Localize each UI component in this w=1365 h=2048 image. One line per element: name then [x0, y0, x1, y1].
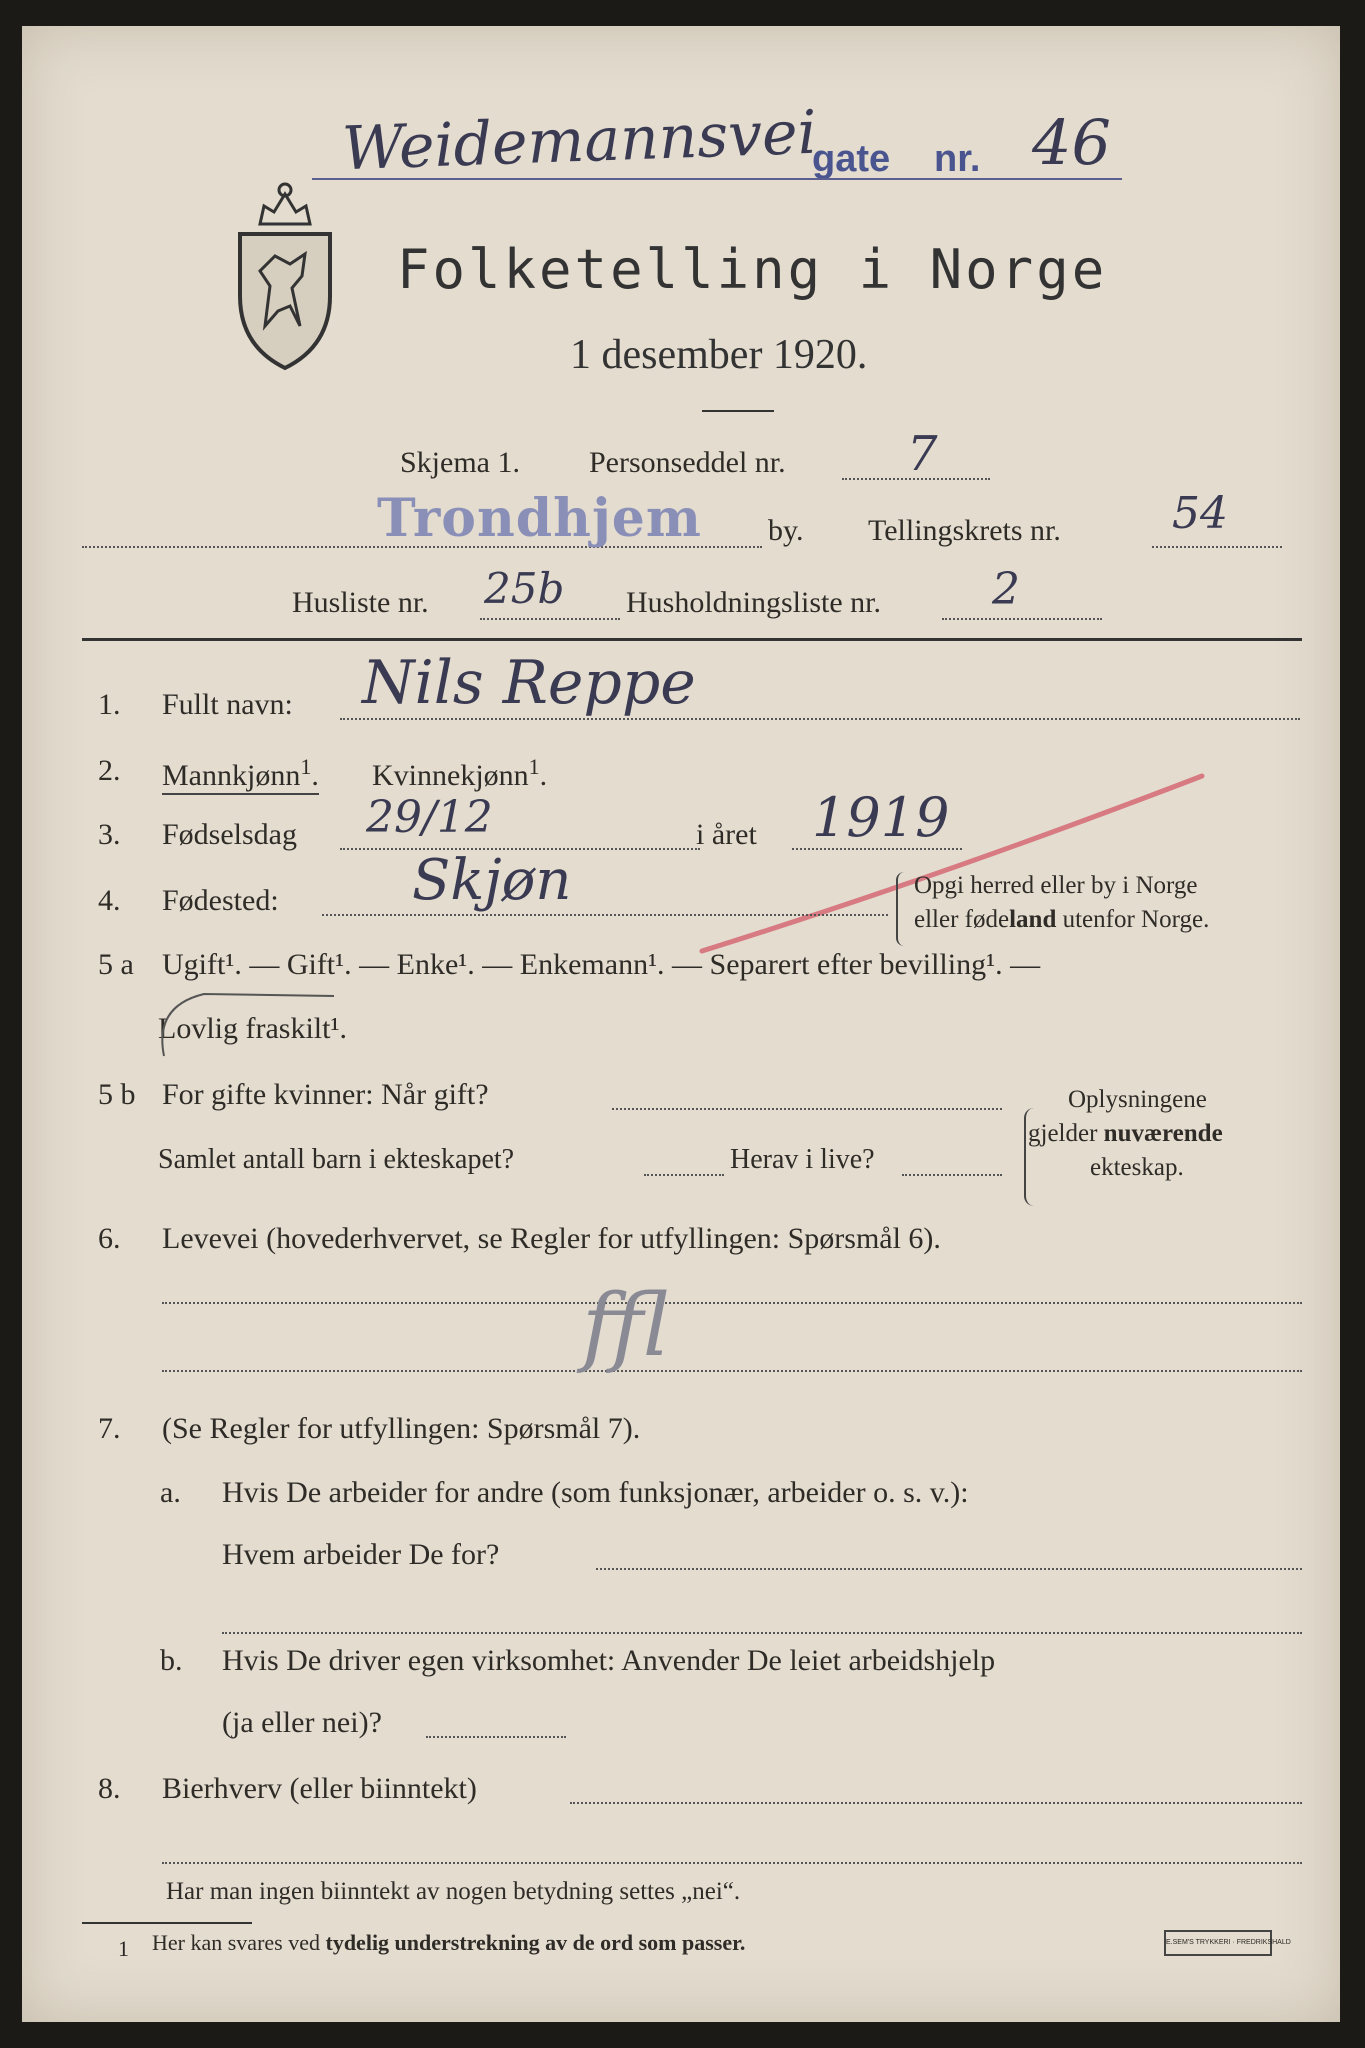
q5b-note-line2	[1028, 1120, 1223, 1148]
printer-mark	[1164, 1930, 1291, 1956]
footnote-divider	[82, 1922, 252, 1924]
tellingskrets-label: Tellingskrets nr.	[868, 514, 1061, 547]
gate-label: gate	[812, 138, 891, 180]
husliste-line	[480, 618, 620, 620]
q5a-number: 5 a	[98, 948, 134, 981]
q8-label: Bierhverv (eller biinntekt)	[162, 1772, 477, 1805]
q4-number: 4.	[98, 884, 121, 917]
q6-line2	[162, 1370, 1302, 1372]
husholdning-line	[942, 618, 1102, 620]
q1-line	[340, 718, 1300, 720]
q5b-alive-line	[902, 1174, 1002, 1176]
q5b-label-children: Samlet antall barn i ekteskapet?	[158, 1144, 515, 1175]
q6-number: 6.	[98, 1222, 121, 1255]
q5b-note2-bold: nuværende	[1103, 1120, 1223, 1147]
q1-full-name: Nils Reppe	[362, 648, 696, 718]
form-title: Folketelling i Norge	[397, 238, 1108, 301]
q7b-line1: Hvis De driver egen virksomhet: Anvender De leiet arbeidshjelp	[222, 1644, 996, 1677]
census-date: 1 desember 1920.	[570, 332, 868, 378]
q1-label: Fullt navn:	[162, 688, 293, 721]
q7a-answer-line2	[222, 1632, 1302, 1634]
q2-male-sup: 1	[300, 754, 312, 779]
q2-female-period: .	[539, 759, 548, 792]
header-divider	[82, 638, 1302, 641]
husliste-label: Husliste nr.	[292, 586, 429, 619]
q7-number: 7.	[98, 1412, 121, 1445]
city-stamp: Trondhjem	[377, 488, 702, 549]
q4-note-line2	[914, 906, 1209, 934]
q3-number: 3.	[98, 818, 121, 851]
q2-number: 2.	[98, 754, 121, 787]
q4-note2-part1: eller føde	[914, 906, 1010, 933]
q3-year-value: 1919	[812, 786, 950, 849]
footnote-text	[152, 1930, 745, 1956]
q3-year-label: i året	[696, 818, 757, 851]
q2-male-period: .	[311, 759, 319, 792]
coat-of-arms-icon	[230, 176, 340, 376]
q4-label: Fødested:	[162, 884, 279, 917]
personseddel-value: 7	[907, 426, 938, 482]
q2-female-text: Kvinnekjønn	[372, 759, 529, 792]
q7-label: (Se Regler for utfyllingen: Spørsmål 7).	[162, 1412, 641, 1445]
title-divider	[702, 410, 774, 412]
q6-line1	[162, 1302, 1302, 1304]
printer-mark-text: E.SEM'S TRYKKERI · FREDRIKSHALD	[1166, 1939, 1291, 1946]
street-line	[312, 178, 1122, 180]
footnote-text-part1: Her kan svares ved	[152, 1930, 326, 1955]
q8-note: Har man ingen biinntekt av nogen betydning settes „nei“.	[166, 1878, 741, 1905]
street-handwritten: Weidemannsvei	[340, 97, 818, 185]
q7a-answer-line1	[596, 1568, 1302, 1570]
q4-note-line1: Opgi herred eller by i Norge	[914, 872, 1198, 899]
q4-birthplace-value: Skjøn	[412, 848, 572, 913]
q3-label: Fødselsdag	[162, 818, 297, 851]
q6-occupation-value: ffl	[582, 1276, 667, 1376]
q7a-line2: Hvem arbeider De for?	[222, 1538, 500, 1571]
q1-number: 1.	[98, 688, 121, 721]
q4-note2-bold: land	[1009, 906, 1057, 933]
husholdning-value: 2	[992, 564, 1020, 615]
q5b-note-line1: Oplysningene	[1068, 1086, 1207, 1113]
q7b-number: b.	[160, 1644, 183, 1677]
census-form-page	[22, 26, 1340, 2022]
street-number-handwritten: 46	[1032, 106, 1111, 179]
q5b-children-line	[644, 1174, 724, 1176]
q7a-line1: Hvis De arbeider for andre (som funksjonær, arbeider o. s. v.):	[222, 1476, 969, 1509]
q8-number: 8.	[98, 1772, 121, 1805]
nr-label: nr.	[934, 138, 981, 180]
q5b-note2-part1: gjelder	[1028, 1120, 1104, 1147]
q4-line	[322, 914, 888, 916]
q2-male-text: Mannkjønn	[162, 759, 301, 792]
q3-day-value: 29/12	[366, 792, 493, 843]
q5a-options-line1[interactable]: Ugift¹. — Gift¹. — Enke¹. — Enkemann¹. — Separert efter bevilling¹. —	[162, 948, 1041, 981]
q5b-married-line	[612, 1108, 1002, 1110]
q2-female-option[interactable]	[372, 754, 547, 793]
footnote-text-bold: tydelig understrekning av de ord som passer.	[325, 1930, 746, 1955]
q2-male-option[interactable]	[162, 754, 319, 795]
q5b-number: 5 b	[98, 1078, 136, 1111]
q5a-options-line2[interactable]: Lovlig fraskilt¹.	[158, 1012, 347, 1045]
q6-label: Levevei (hovederhvervet, se Regler for utfyllingen: Spørsmål 6).	[162, 1222, 941, 1255]
red-pencil-mark	[692, 766, 1212, 966]
q7b-answer-line	[426, 1736, 566, 1738]
husholdning-label: Husholdningsliste nr.	[626, 586, 882, 619]
q8-answer-line1	[570, 1802, 1302, 1804]
husliste-value: 25b	[484, 564, 565, 613]
q4-note2-part3: utenfor Norge.	[1056, 906, 1210, 933]
q5a-underline-mark	[144, 986, 344, 1066]
q7b-line2: (ja eller nei)?	[222, 1706, 382, 1739]
q5b-note-line3: ekteskap.	[1090, 1154, 1184, 1181]
footnote-mark: 1	[118, 1936, 129, 1961]
skjema-label: Skjema 1.	[400, 446, 520, 479]
tellingskrets-line	[1152, 546, 1282, 548]
q2-female-sup: 1	[528, 754, 540, 779]
q5b-label-alive: Herav i live?	[730, 1144, 875, 1175]
personseddel-label: Personseddel nr.	[589, 446, 786, 479]
q4-brace	[896, 872, 908, 946]
q5b-label-married: For gifte kvinner: Når gift?	[162, 1078, 489, 1111]
q7a-number: a.	[160, 1476, 181, 1509]
by-label: by.	[768, 514, 804, 547]
tellingskrets-value: 54	[1172, 488, 1228, 539]
q8-answer-line2	[162, 1862, 1302, 1864]
